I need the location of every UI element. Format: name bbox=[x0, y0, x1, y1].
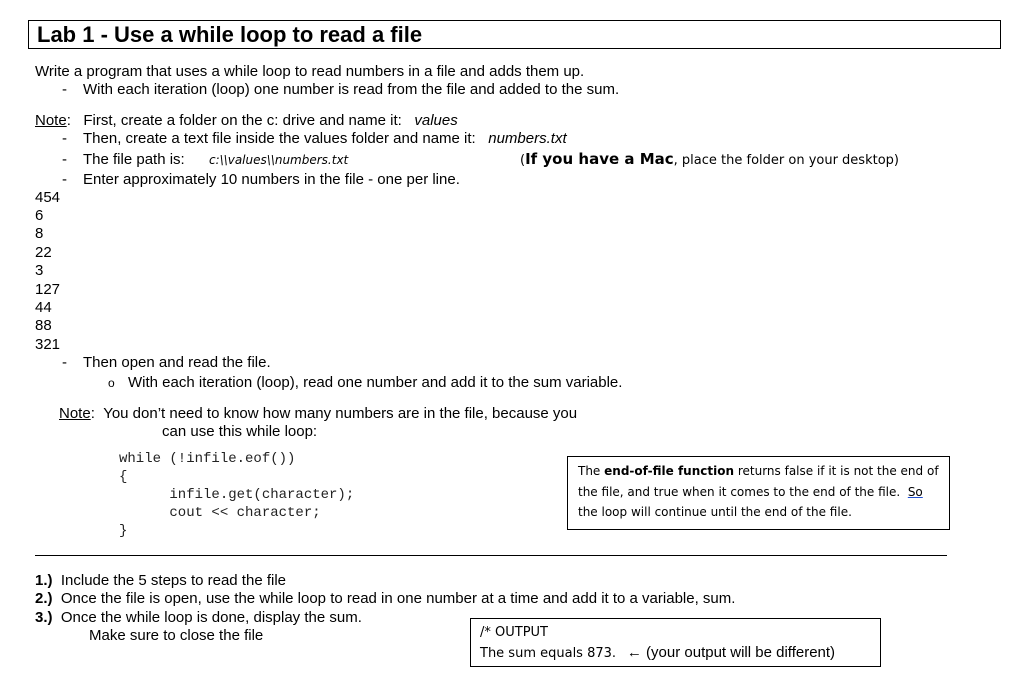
mac-rest: , place the folder on your desktop) bbox=[673, 153, 899, 168]
note2-label: Note bbox=[59, 405, 91, 422]
intro-bullet: With each iteration (loop) one number is read from the file and added to the sum. bbox=[83, 81, 620, 98]
create-file-text: Then, create a text file inside the values folder and name it: bbox=[83, 130, 476, 147]
enter-numbers: Enter approximately 10 numbers in the file - one per line. bbox=[83, 171, 460, 188]
note1-label: Note bbox=[35, 112, 67, 129]
sub-bullet: With each iteration (loop), read one number and add it to the sum variable. bbox=[128, 374, 623, 391]
close-file: Make sure to close the file bbox=[89, 627, 264, 644]
eof-box bbox=[567, 456, 950, 530]
number-line: 127 bbox=[35, 281, 61, 298]
number-line: 321 bbox=[35, 336, 61, 353]
note1-text: First, create a folder on the c: drive and name it: bbox=[83, 112, 402, 129]
mac-bold: If you have a Mac bbox=[525, 150, 674, 168]
note2-line1: You don’t need to know how many numbers are in the file, because you bbox=[103, 405, 578, 422]
output-arrow-note: ← (your output will be different) bbox=[626, 644, 836, 661]
eof-so: So bbox=[907, 484, 923, 499]
folder-name: values bbox=[414, 112, 458, 129]
divider bbox=[35, 555, 947, 556]
step-1: 1.) Include the 5 steps to read the file bbox=[35, 572, 287, 589]
intro-line: Write a program that uses a while loop to read numbers in a file and adds them up. bbox=[35, 63, 585, 80]
bullet-dash: - bbox=[62, 130, 67, 147]
number-line: 6 bbox=[35, 207, 44, 224]
output-line1: /* OUTPUT bbox=[480, 625, 548, 640]
bullet-dash: - bbox=[62, 151, 67, 168]
page-title: Lab 1 - Use a while loop to read a file bbox=[37, 22, 423, 47]
file-path: c:\\values\\numbers.txt bbox=[209, 153, 349, 167]
then-open: Then open and read the file. bbox=[83, 354, 271, 371]
code-line: while (!infile.eof()) bbox=[119, 451, 296, 467]
note1-bullet1 bbox=[83, 130, 567, 148]
number-line: 88 bbox=[35, 317, 52, 334]
code-line: } bbox=[119, 523, 128, 539]
bullet-dash: - bbox=[62, 354, 67, 371]
number-line: 454 bbox=[35, 189, 61, 206]
bullet-dash: - bbox=[62, 81, 67, 98]
step-3: 3.) Once the while loop is done, display the sum. bbox=[35, 609, 362, 626]
eof-box-text: The end-of-file function returns false if it is not the end of the file, and true when it comes to the end of the file. So the loop will continue until the end of the file. bbox=[578, 464, 939, 519]
number-line: 8 bbox=[35, 225, 44, 242]
code-line: { bbox=[119, 469, 128, 485]
number-line: 22 bbox=[35, 244, 52, 261]
eof-bold: end-of-file function bbox=[604, 464, 735, 478]
bullet-dash: - bbox=[62, 171, 67, 188]
number-line: 44 bbox=[35, 299, 52, 316]
code-line: infile.get(character); bbox=[119, 487, 355, 503]
note1: Note: First, create a folder on the c: drive and name it: values bbox=[35, 112, 458, 129]
circle-bullet: o bbox=[108, 376, 115, 390]
file-name: numbers.txt bbox=[488, 130, 567, 147]
title-box bbox=[28, 20, 1001, 49]
number-line: 3 bbox=[35, 262, 44, 279]
code-line: cout << character; bbox=[119, 505, 321, 521]
note2: Note: You don’t need to know how many numbers are in the file, because you bbox=[59, 405, 578, 422]
file-path-label: The file path is: bbox=[83, 151, 185, 168]
note2-line2: can use this while loop: bbox=[162, 423, 318, 440]
output-line2: The sum equals 873. ← (your output will be different) bbox=[480, 644, 836, 661]
mac-note: (If you have a Mac, place the folder on your desktop) bbox=[520, 150, 899, 168]
output-box bbox=[470, 618, 881, 667]
step-2: 2.) Once the file is open, use the while loop to read in one number at a time and add it to a variable, sum. bbox=[35, 590, 736, 607]
